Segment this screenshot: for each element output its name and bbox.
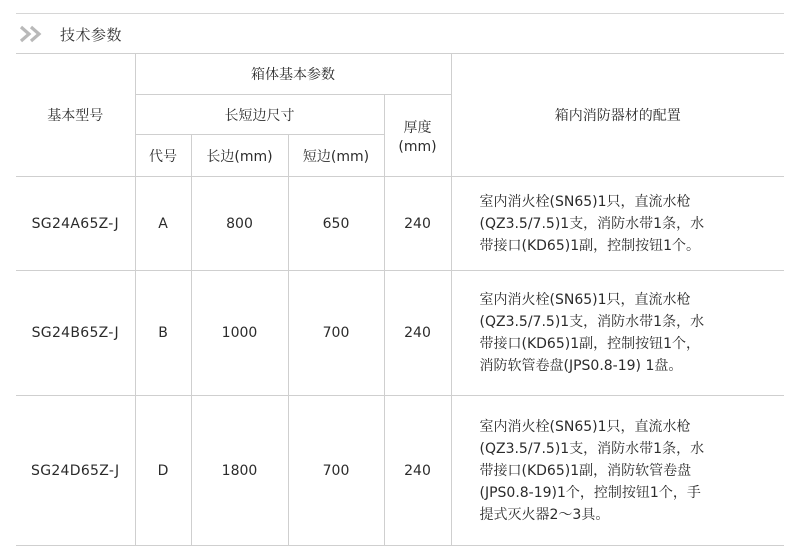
header-short-side: 短边(mm) [288,135,384,177]
config-cell [451,396,784,546]
section-title: 技术参数 [60,25,123,44]
header-thickness-label: 厚度 [403,119,432,136]
header-model: 基本型号 [16,54,135,177]
config-line: (QZ3.5/7.5)1支，消防水带1条，水 [479,314,705,330]
config-line: (QZ3.5/7.5)1支，消防水带1条，水 [479,215,705,232]
header-long-side: 长边(mm) [191,135,288,177]
short-side-cell: 650 [288,177,384,271]
long-side-cell: 800 [191,177,288,271]
top-divider [16,13,784,14]
short-side-cell: 700 [288,271,384,396]
header-box-params: 箱体基本参数 [135,54,451,95]
long-side-cell: 1000 [191,271,288,396]
model-cell: SG24B65Z-J [16,271,135,396]
config-line: 带接口(KD65)1副，控制按钮1个。 [479,237,701,254]
spec-table [16,53,784,546]
header-config: 箱内消防器材的配置 [451,54,784,177]
short-side-cell: 700 [288,396,384,546]
config-line: 室内消火栓(SN65)1只，直流水枪 [479,292,691,308]
header-thickness-unit: (mm) [398,138,437,155]
header-thickness [384,95,451,177]
config-line: (JPS0.8-19)1个，控制按钮1个，手 [479,484,701,501]
config-line: 带接口(KD65)1副，控制按钮1个， [479,336,701,352]
thickness-cell: 240 [384,271,451,396]
config-line: 室内消火栓(SN65)1只，直流水枪 [479,418,691,435]
code-cell: B [135,271,191,396]
code-cell: D [135,396,191,546]
thickness-cell: 240 [384,177,451,271]
model-cell: SG24A65Z-J [16,177,135,271]
table-row [16,396,784,546]
config-line: 消防软管卷盘(JPS0.8-19) 1盘。 [479,358,683,374]
config-cell [451,177,784,271]
model-cell: SG24D65Z-J [16,396,135,546]
config-cell [451,271,784,396]
section-header [18,19,122,49]
thickness-cell: 240 [384,396,451,546]
table-row [16,271,784,396]
long-side-cell: 1800 [191,396,288,546]
table-row [16,177,784,271]
config-line: 提式灭火器2～3具。 [479,506,610,523]
config-line: (QZ3.5/7.5)1支，消防水带1条，水 [479,440,705,457]
header-size: 长短边尺寸 [135,95,384,135]
config-line: 室内消火栓(SN65)1只，直流水枪 [479,193,691,210]
header-code: 代号 [135,135,191,177]
config-line: 带接口(KD65)1副，消防软管卷盘 [479,462,692,479]
code-cell: A [135,177,191,271]
double-chevron-icon [18,24,46,44]
